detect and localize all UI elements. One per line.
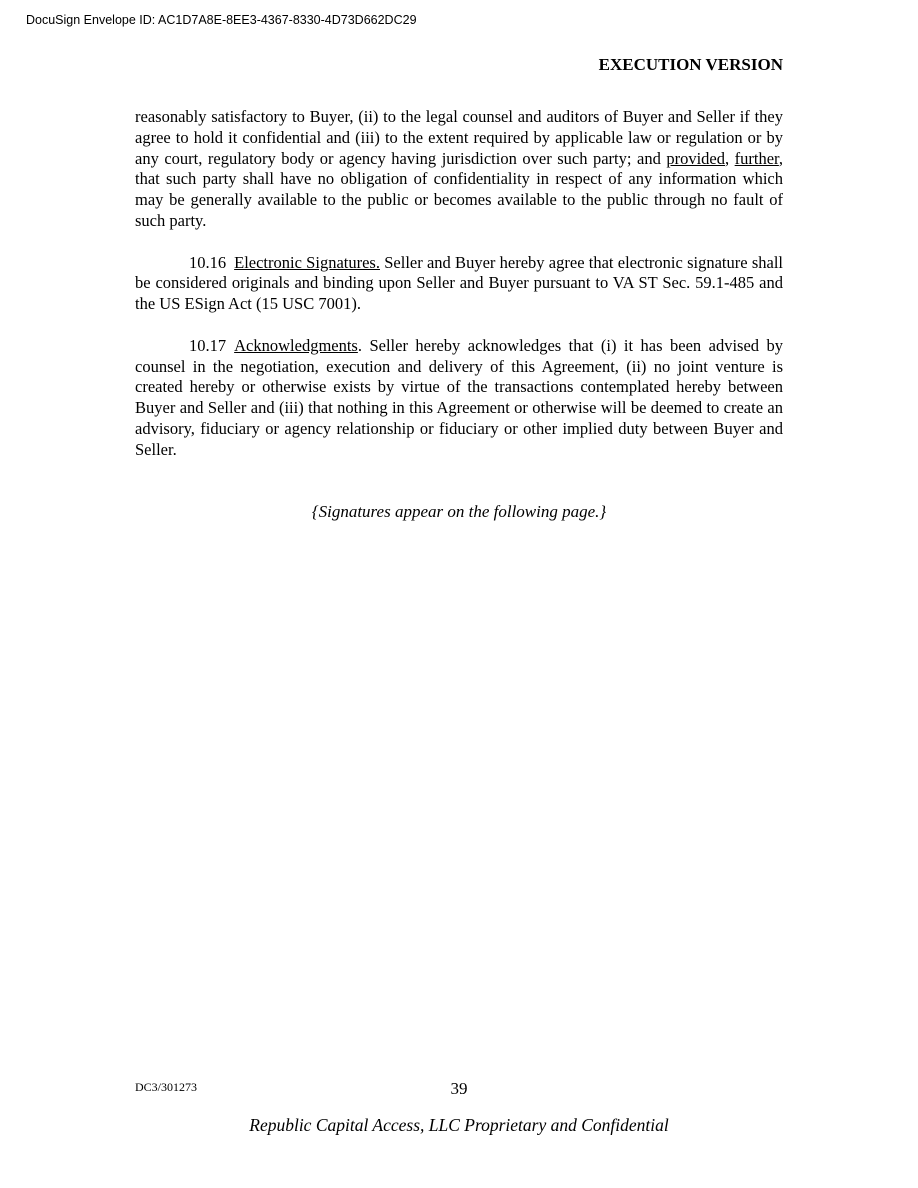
section-number: 10.17 bbox=[189, 335, 227, 355]
paragraph-confidentiality-continued bbox=[135, 107, 783, 232]
confidentiality-footer: Republic Capital Access, LLC Proprietary and Confidential bbox=[249, 1115, 669, 1135]
further-term: further bbox=[734, 148, 779, 168]
term-separator: , bbox=[725, 148, 735, 168]
paragraph-text-a: reasonably satisfactory to Buyer, (ii) to the legal counsel and auditors of Buyer and Seller if they agree to hold it confidential and (iii) to the extent required by applicable law or regulation or by any court, regulatory body or agency having jurisdiction over such party; and bbox=[135, 107, 783, 168]
docusign-envelope-id: DocuSign Envelope ID: AC1D7A8E-8EE3-4367-8330-4D73D662DC29 bbox=[26, 13, 417, 27]
execution-version-label: EXECUTION VERSION bbox=[598, 55, 783, 74]
section-body: . Seller hereby acknowledges that (i) it has been advised by counsel in the negotiation, execution and delivery of this Agreement, (ii) no joint venture is created hereby or otherwise exists by virtue of the transactions contemplated hereby between Buyer and Seller and (iii) that nothing in this Agreement or otherwise will be deemed to create an advisory, fiduciary or agency relationship or fiduciary or other implied duty between Buyer and Seller. bbox=[135, 335, 783, 459]
section-heading: Electronic Signatures. bbox=[234, 252, 380, 272]
section-heading: Acknowledgments bbox=[234, 335, 358, 355]
document-code: DC3/301273 bbox=[135, 1080, 198, 1094]
document-body bbox=[135, 107, 783, 481]
section-number: 10.16 bbox=[189, 252, 227, 272]
page-number: 39 bbox=[450, 1079, 468, 1098]
signature-note: {Signatures appear on the following page.} bbox=[311, 502, 607, 521]
section-10-16 bbox=[135, 253, 783, 315]
section-10-17 bbox=[135, 336, 783, 461]
section-body: Seller and Buyer hereby agree that electronic signature shall be considered originals and binding upon Seller and Buyer pursuant to VA ST Sec. 59.1-485 and the US ESign Act (15 USC 7001). bbox=[135, 252, 783, 314]
paragraph-text-b: , that such party shall have no obligation of confidentiality in respect of any information which may be generally available to the public or becomes available to the public through no fault of such party. bbox=[135, 148, 784, 230]
provided-term: provided bbox=[666, 148, 725, 168]
